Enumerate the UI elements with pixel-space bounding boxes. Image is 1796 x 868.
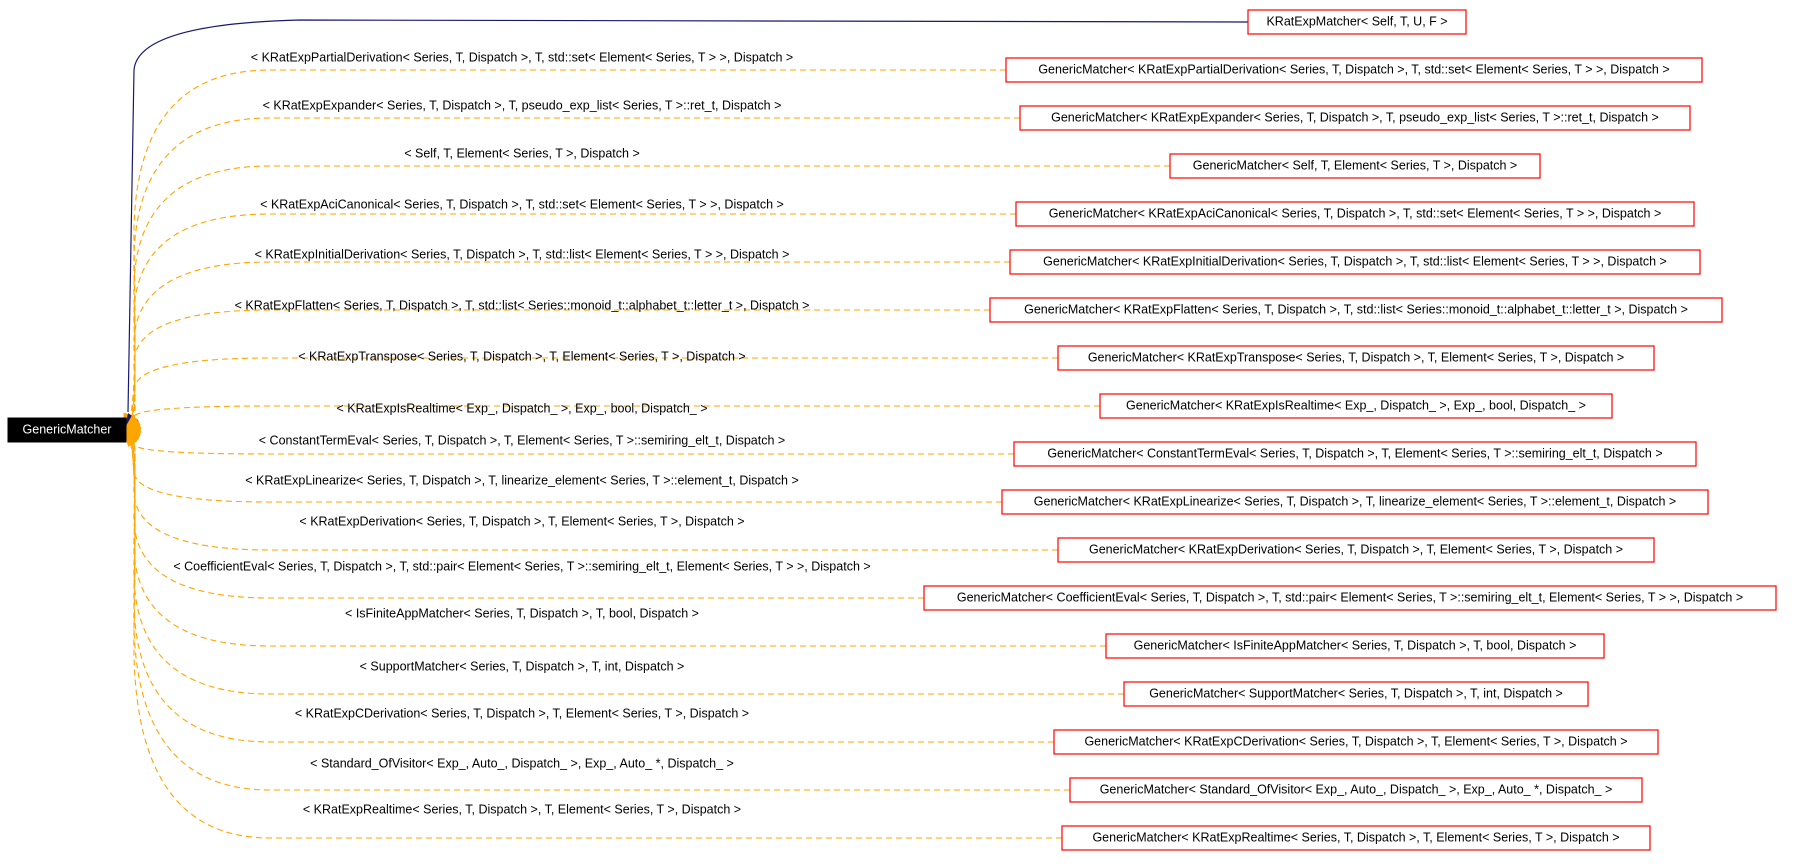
instance-node-6[interactable] [990, 298, 1722, 322]
instance-node-label: GenericMatcher< KRatExpDerivation< Series, T, Dispatch >, T, Element< Series, T >, Dispatch > [1088, 542, 1624, 557]
instance-node-17[interactable] [1062, 826, 1650, 850]
edge-label-10: < KRatExpLinearize< Series, T, Dispatch >, T, linearize_element< Series, T >::element_t, Dispatch > [245, 473, 799, 488]
instance-node-label: GenericMatcher< Standard_OfVisitor< Exp_, Auto_, Dispatch_ >, Exp_, Auto_ *, Dispatch_ > [1099, 782, 1613, 797]
instance-node-label: GenericMatcher< CoefficientEval< Series, T, Dispatch >, T, std::pair< Element< Series, T >::semiring_elt_t, Element< Series, T > >, Dispatch > [956, 590, 1744, 605]
edge-label-14: < SupportMatcher< Series, T, Dispatch >, T, int, Dispatch > [359, 659, 685, 674]
instance-node-11[interactable] [1058, 538, 1654, 562]
edge-label-9: < ConstantTermEval< Series, T, Dispatch >, T, Element< Series, T >::semiring_elt_t, Dispatch > [258, 433, 786, 448]
instance-node-13[interactable] [1106, 634, 1604, 658]
instance-node-label: GenericMatcher< KRatExpExpander< Series, T, Dispatch >, T, pseudo_exp_list< Series, T >::ret_t, Dispatch > [1051, 110, 1659, 125]
edge-label-4: < KRatExpAciCanonical< Series, T, Dispatch >, T, std::set< Element< Series, T > >, Dispatch > [260, 197, 784, 212]
template-edge-17 [126, 427, 1062, 838]
instance-node-label: GenericMatcher< IsFiniteAppMatcher< Series, T, Dispatch >, T, bool, Dispatch > [1133, 638, 1577, 653]
edge-label-11: < KRatExpDerivation< Series, T, Dispatch >, T, Element< Series, T >, Dispatch > [299, 514, 745, 529]
instance-node-3[interactable] [1170, 154, 1540, 178]
edge-label-1: < KRatExpPartialDerivation< Series, T, Dispatch >, T, std::set< Element< Series, T > >, Dispatch > [250, 50, 794, 65]
edge-label-12: < CoefficientEval< Series, T, Dispatch >, T, std::pair< Element< Series, T >::semiring_elt_t, Element< Series, T > >, Dispatch > [173, 559, 871, 574]
instance-node-label: GenericMatcher< KRatExpInitialDerivation< Series, T, Dispatch >, T, std::list< Element< Series, T > >, Dispatch > [1043, 254, 1667, 269]
instance-node-label: GenericMatcher< Self, T, Element< Series, T >, Dispatch > [1192, 158, 1518, 173]
edge-label-8: < KRatExpIsRealtime< Exp_, Dispatch_ >, Exp_, bool, Dispatch_ > [336, 401, 708, 416]
instance-node-label: GenericMatcher< SupportMatcher< Series, T, Dispatch >, T, int, Dispatch > [1149, 686, 1563, 701]
template-edge-2 [126, 118, 1020, 427]
edge-label-5: < KRatExpInitialDerivation< Series, T, Dispatch >, T, std::list< Element< Series, T > >, Dispatch > [254, 247, 790, 262]
edge-label-2: < KRatExpExpander< Series, T, Dispatch >, T, pseudo_exp_list< Series, T >::ret_t, Dispatch > [262, 98, 782, 113]
instance-node-label: GenericMatcher< KRatExpRealtime< Series, T, Dispatch >, T, Element< Series, T >, Dispatch > [1092, 830, 1620, 845]
instance-node-1[interactable] [1006, 58, 1702, 82]
instance-node-2[interactable] [1020, 106, 1690, 130]
instance-node-label: GenericMatcher< KRatExpTranspose< Series, T, Dispatch >, T, Element< Series, T >, Dispatch > [1087, 350, 1625, 365]
edge-label-13: < IsFiniteAppMatcher< Series, T, Dispatch >, T, bool, Dispatch > [345, 606, 699, 621]
edge-label-15: < KRatExpCDerivation< Series, T, Dispatch >, T, Element< Series, T >, Dispatch > [294, 706, 750, 721]
instance-node-14[interactable] [1124, 682, 1588, 706]
edge-label-3: < Self, T, Element< Series, T >, Dispatch > [404, 146, 640, 161]
instance-node-9[interactable] [1014, 442, 1696, 466]
instance-node-5[interactable] [1010, 250, 1700, 274]
instance-node-10[interactable] [1002, 490, 1708, 514]
edge-label-6: < KRatExpFlatten< Series, T, Dispatch >, T, std::list< Series::monoid_t::alphabet_t::letter_t >, Dispatch > [234, 298, 810, 313]
template-edge-7 [126, 358, 1058, 427]
edge-label-16: < Standard_OfVisitor< Exp_, Auto_, Dispatch_ >, Exp_, Auto_ *, Dispatch_ > [310, 756, 734, 771]
instance-node-12[interactable] [924, 586, 1776, 610]
instance-node-8[interactable] [1100, 394, 1612, 418]
parent-node[interactable] [1248, 10, 1466, 34]
instance-node-label: GenericMatcher< KRatExpFlatten< Series, T, Dispatch >, T, std::list< Series::monoid_t::alphabet_t::letter_t >, Dispatch > [1024, 302, 1688, 317]
parent-node-label: KRatExpMatcher< Self, T, U, F > [1266, 14, 1448, 29]
instance-node-label: GenericMatcher< KRatExpLinearize< Series, T, Dispatch >, T, linearize_element< Series, T >::element_t, Dispatch > [1033, 494, 1677, 509]
root-node-label: GenericMatcher [22, 422, 112, 437]
edge-label-17: < KRatExpRealtime< Series, T, Dispatch >, T, Element< Series, T >, Dispatch > [302, 802, 742, 817]
instance-node-label: GenericMatcher< KRatExpIsRealtime< Exp_, Dispatch_ >, Exp_, bool, Dispatch_ > [1126, 398, 1586, 413]
instance-node-label: GenericMatcher< ConstantTermEval< Series, T, Dispatch >, T, Element< Series, T >::semiring_elt_t, Dispatch > [1047, 446, 1663, 461]
instance-node-7[interactable] [1058, 346, 1654, 370]
instance-node-16[interactable] [1070, 778, 1642, 802]
instance-node-label: GenericMatcher< KRatExpPartialDerivation< Series, T, Dispatch >, T, std::set< Element< Series, T > >, Dispatch > [1038, 62, 1670, 77]
root-node[interactable] [8, 418, 126, 442]
instance-node-label: GenericMatcher< KRatExpCDerivation< Series, T, Dispatch >, T, Element< Series, T >, Dispatch > [1084, 734, 1628, 749]
edge-label-7: < KRatExpTranspose< Series, T, Dispatch >, T, Element< Series, T >, Dispatch > [298, 349, 746, 364]
instance-node-4[interactable] [1016, 202, 1694, 226]
instance-node-label: GenericMatcher< KRatExpAciCanonical< Series, T, Dispatch >, T, std::set< Element< Series, T > >, Dispatch > [1048, 206, 1662, 221]
instance-node-15[interactable] [1054, 730, 1658, 754]
